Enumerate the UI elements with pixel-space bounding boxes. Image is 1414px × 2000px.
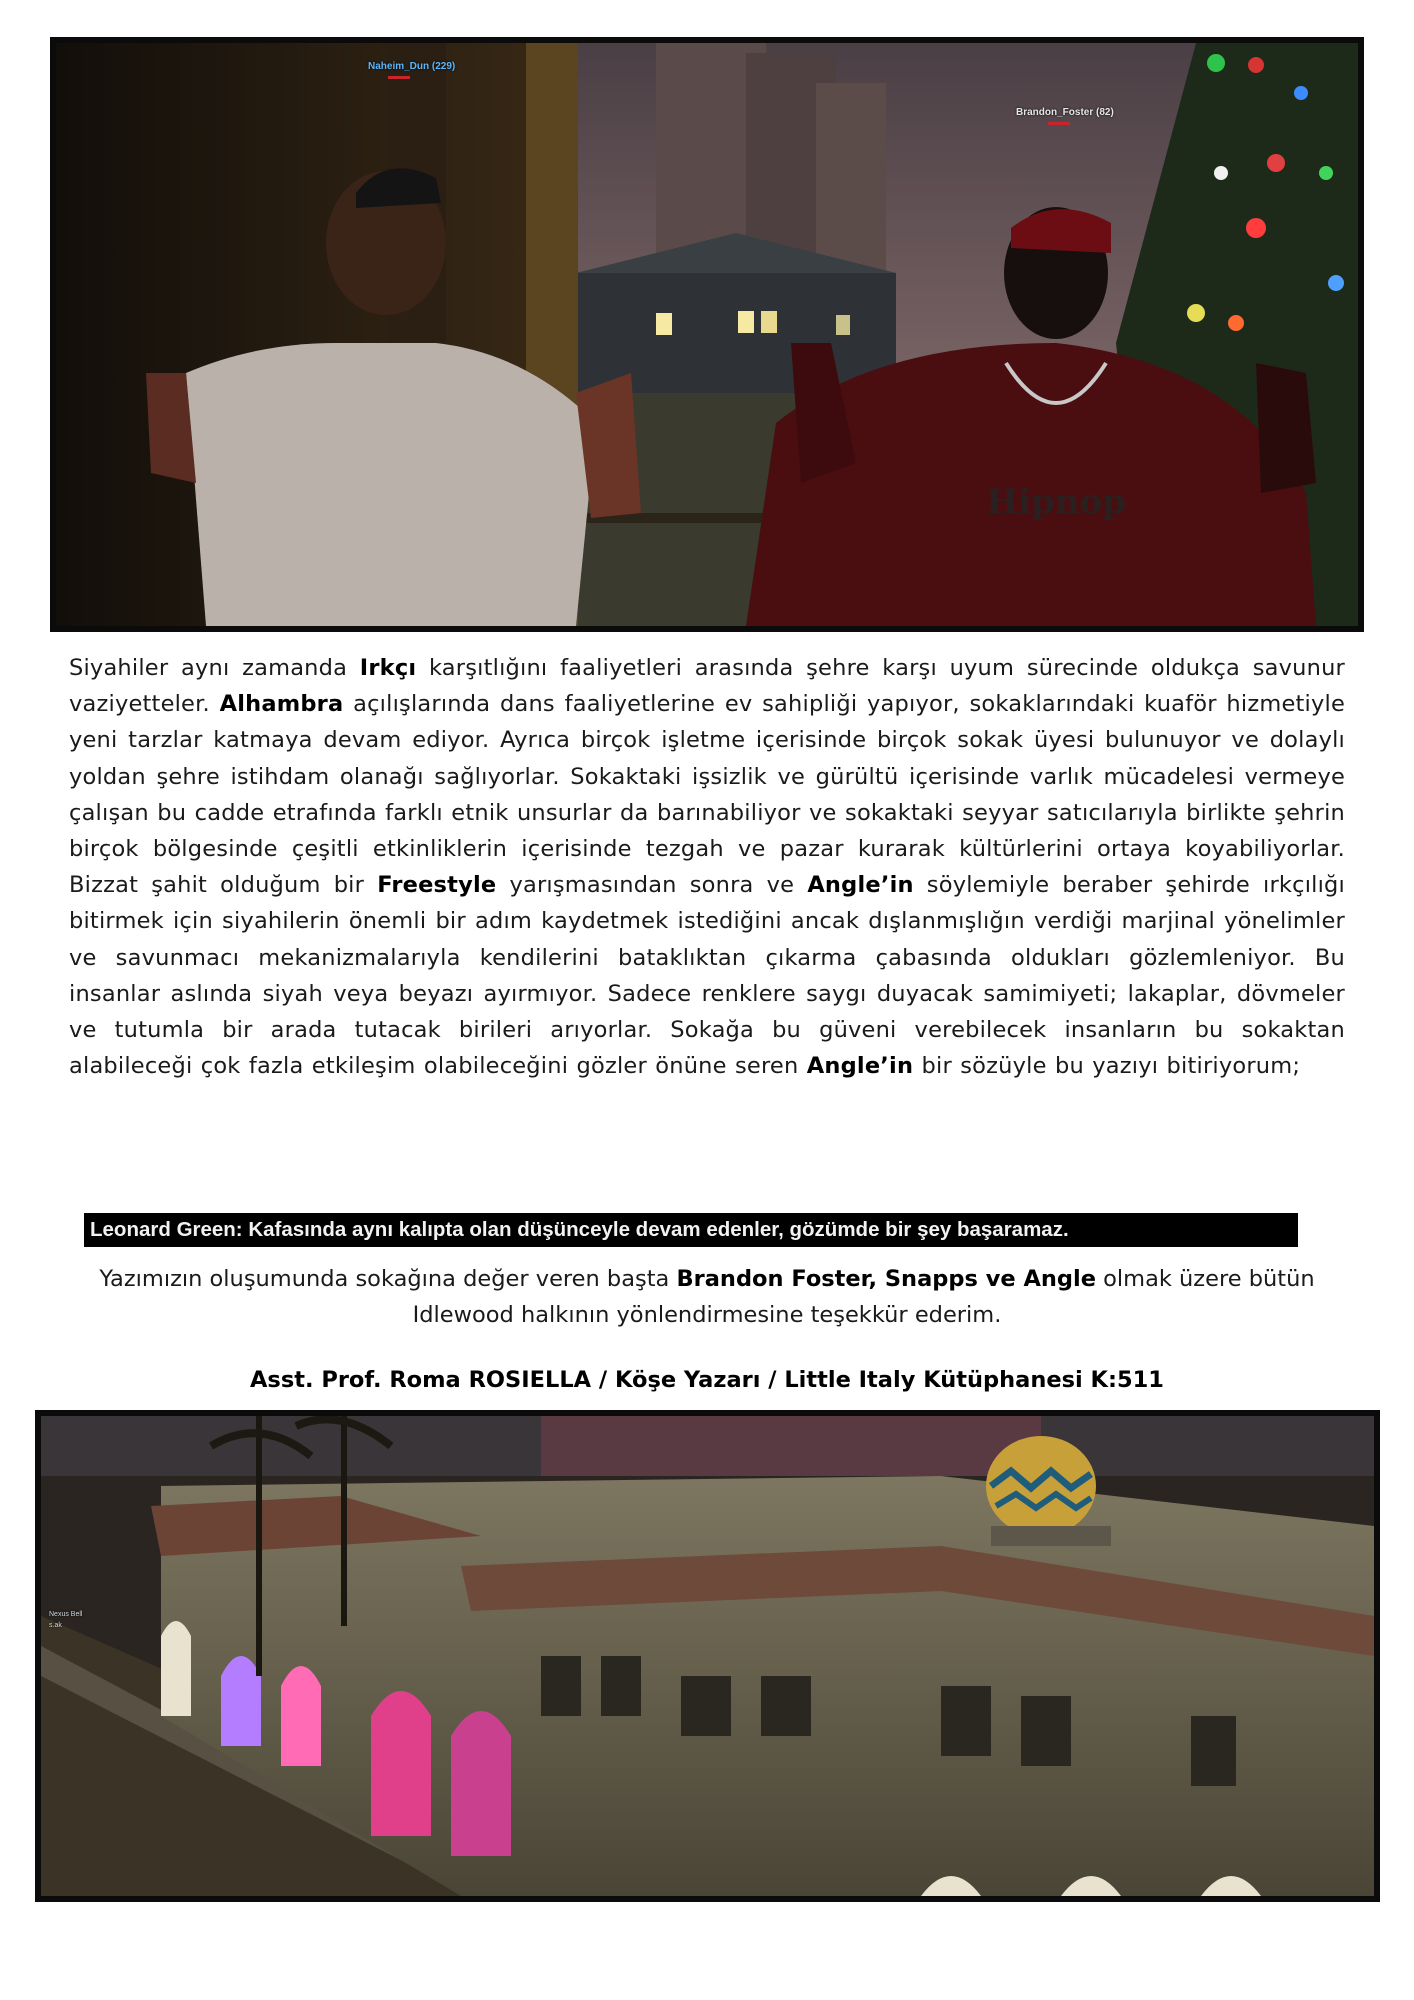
article-body xyxy=(69,650,1345,1084)
player-nametag: Naheim_Dun (229) xyxy=(368,61,456,72)
player-nametag: Brandon_Foster (82) xyxy=(1016,107,1114,118)
chat-quote: Leonard Green: Kafasında aynı kalıpta olan düşünceyle devam edenler, gözümde bir şey başaramaz. xyxy=(84,1213,1298,1247)
bottom-screenshot xyxy=(35,1410,1380,1902)
article-text: Siyahiler aynı zamanda xyxy=(69,655,360,681)
article-emphasis: Freestyle xyxy=(377,872,497,899)
health-bar xyxy=(1048,122,1070,125)
article-emphasis: Alhambra xyxy=(219,691,344,718)
article-text: bir sözüyle bu yazıyı bitiriyorum; xyxy=(913,1053,1301,1080)
acknowledgement-names: Brandon Foster, Snapps ve Angle xyxy=(676,1266,1096,1292)
article-text: söylemiyle beraber şehirde ırkçılığı bitirmek için siyahilerin önemli bir adım kaydetmek istediğini ancak dışlanmışlığın verdiği marjinal yönelimler ve savunmacı mekanizmalarıyla kendilerini bataklıktan çıkarma çabasında oldukları gözlemleniyor. Bu insanlar aslında siyah veya beyazı ayırmıyor. Sadece renklere saygı duyacak samimiyeti; lakaplar, dövmeler ve tutumla bir arada tutacak birileri arıyorlar. Sokağa bu güveni verebilecek insanların bu sokaktan alabileceği çok fazla etkileşim olabileceğini gözler önüne seren xyxy=(69,872,1345,1080)
hud-label: s.ak xyxy=(49,1622,62,1629)
game-scene-building xyxy=(41,1416,1374,1896)
health-bar xyxy=(388,76,410,79)
article-emphasis: Angle’in xyxy=(806,1053,914,1080)
article-text: yarışmasından sonra ve xyxy=(496,872,808,899)
article-text: açılışlarında dans faaliyetlerine ev sahipliği yapıyor, sokaklarındaki kuaför hizmetiyle yeni tarzlar katmaya devam ediyor. Ayrıca birçok işletme içerisinde birçok sokak üyesi bulunuyor ve dolaylı yoldan şehre istihdam olanağı sağlıyorlar. Sokaktaki işsizlik ve gürültü içerisinde varlık mücadelesi vermeye çalışan bu cadde etrafında farklı etnik unsurlar da barınabiliyor ve sokaktaki seyyar satıcılarıyla birlikte şehrin birçok bölgesinde çeşitli etkinliklerin içerisinde tezgah ve pazar kurarak kültürlerini ortaya koyabiliyorlar. Bizzat şahit olduğum bir xyxy=(69,691,1345,899)
sweater-text: Hipnop xyxy=(986,482,1126,522)
acknowledgement-text: olmak üzere bütün Idlewood halkının yönlendirmesine teşekkür ederim. xyxy=(412,1266,1315,1328)
top-screenshot xyxy=(50,37,1364,632)
hud-label: Nexus Bell xyxy=(49,1611,83,1618)
acknowledgement-text: Yazımızın oluşumunda sokağına değer veren başta xyxy=(99,1266,677,1292)
game-scene-players xyxy=(56,43,1358,626)
article-emphasis: Angle’in xyxy=(807,872,914,899)
author-byline: Asst. Prof. Roma ROSIELLA / Köşe Yazarı / Little Italy Kütüphanesi K:511 xyxy=(250,1367,1164,1393)
article-text: karşıtlığını faaliyetleri arasında şehre karşı uyum sürecinde oldukça savunur vaziyetteler. xyxy=(69,655,1345,718)
article-emphasis: Irkçı xyxy=(359,655,417,681)
acknowledgement xyxy=(69,1261,1345,1333)
